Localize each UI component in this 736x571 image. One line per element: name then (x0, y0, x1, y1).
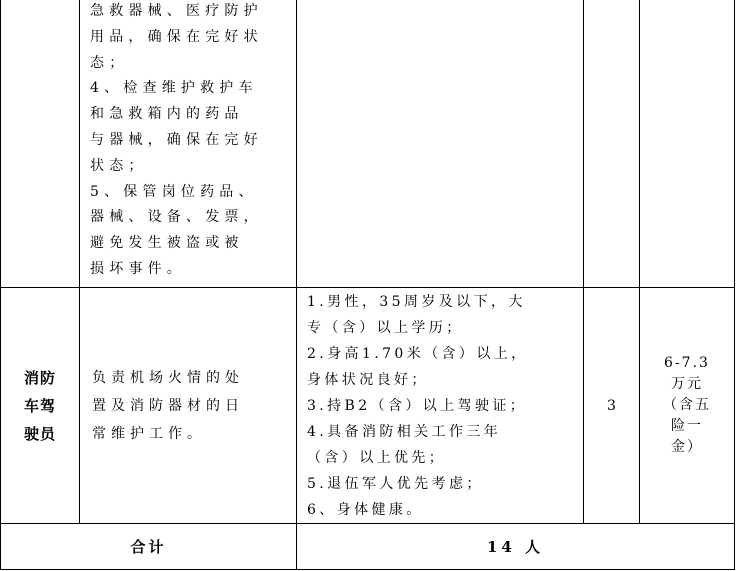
requirements-cell (297, 288, 584, 524)
requirement-line: 6、身体健康。 (307, 501, 424, 518)
duty-line: 置及消防器材的日 (92, 397, 244, 414)
duty-line: 和急救箱内的药品 (90, 106, 244, 123)
salary-cell-empty (640, 0, 735, 288)
salary-line: 6-7.3 (664, 355, 710, 371)
requirement-line: 3.持B2（含）以上驾驶证； (307, 397, 528, 414)
duty-line: 与器械，确保在完好 (90, 131, 263, 148)
position-title-line: 消防 (23, 368, 56, 387)
requirement-line: （含）以上优先； (307, 449, 447, 466)
position-title-line: 车驾 (23, 396, 56, 415)
salary-line: 金） (671, 439, 703, 455)
duty-line: 损坏事件。 (90, 260, 186, 277)
total-label: 合计 (1, 524, 297, 570)
duties-cell-continued (80, 0, 297, 288)
duty-line: 4、检查维护救护车 (90, 80, 258, 97)
requirement-line: 1.男性，35周岁及以下，大 (307, 293, 526, 310)
duty-line: 用品，确保在完好状 (90, 28, 263, 45)
position-title-line: 驶员 (23, 424, 56, 443)
salary-line: 险一 (671, 418, 703, 434)
requirement-line: 2.身高1.70米（含）以上， (307, 345, 529, 362)
duty-line: 状态； (90, 157, 148, 174)
duty-line: 5、保管岗位药品、 (90, 183, 258, 200)
total-value: 14 人 (297, 524, 735, 570)
requirement-line: 5.退伍军人优先考虑； (307, 475, 484, 492)
salary-line: 万元 (671, 376, 703, 392)
duty-line: 态； (90, 54, 129, 71)
requirement-line: 4.具备消防相关工作三年 (307, 423, 502, 440)
title-cell-empty (1, 0, 80, 288)
headcount-cell-empty (584, 0, 640, 288)
table-row-total (1, 524, 735, 570)
salary-line: （含五 (663, 397, 711, 413)
duty-line: 负责机场火情的处 (92, 369, 244, 386)
headcount-cell: 3 (584, 288, 640, 524)
requirement-line: 专（含）以上学历； (307, 319, 464, 336)
position-title-cell (1, 288, 80, 524)
table-row-fire-truck-driver (1, 288, 735, 524)
duty-line: 避免发生被盗或被 (90, 235, 244, 252)
duty-cell (80, 288, 297, 524)
requirements-cell-empty (297, 0, 584, 288)
duty-line: 器械、设备、发票， (90, 209, 263, 226)
salary-cell (640, 288, 735, 524)
requirement-line: 身体状况良好； (307, 371, 429, 388)
duty-line: 急救器械、医疗防护 (90, 3, 263, 19)
table-row-continued (1, 0, 735, 288)
duty-line: 常维护工作。 (92, 425, 206, 442)
